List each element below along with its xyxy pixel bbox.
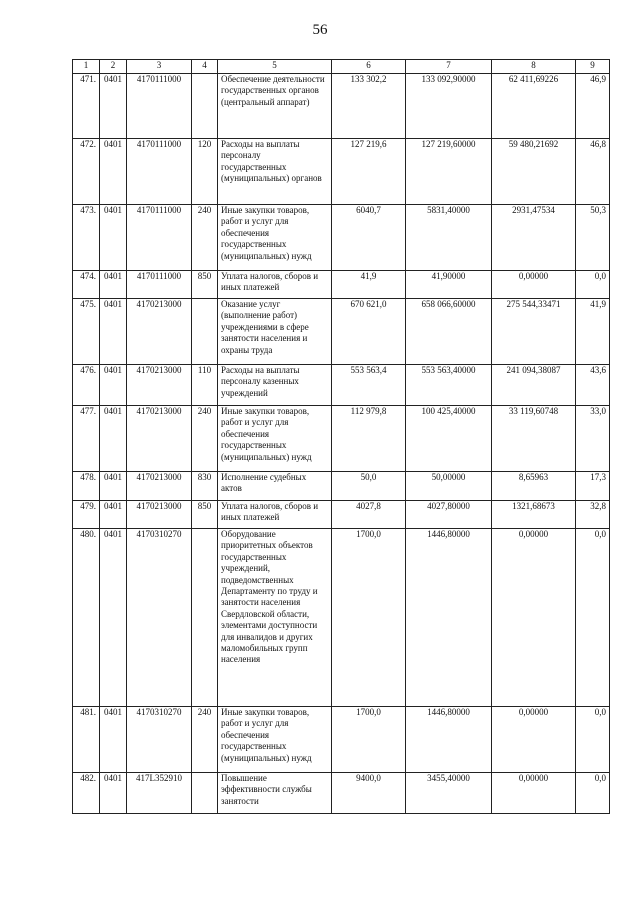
section-code: 0401 xyxy=(100,365,127,406)
execution-percent: 0,0 xyxy=(576,271,610,299)
target-article-code: 4170111000 xyxy=(127,139,192,205)
executed-amount: 2931,47534 xyxy=(492,205,576,271)
expense-name: Иные закупки товаров, работ и услуг для обеспечения государственных (муниципальных) нужд xyxy=(218,205,332,271)
plan-amount: 127 219,6 xyxy=(332,139,406,205)
table-row xyxy=(73,365,610,406)
plan-amount: 4027,8 xyxy=(332,501,406,529)
execution-percent: 41,9 xyxy=(576,299,610,365)
execution-percent: 46,8 xyxy=(576,139,610,205)
row-number: 480. xyxy=(73,529,100,707)
column-header: 3 xyxy=(127,60,192,74)
expense-type-code: 240 xyxy=(192,707,218,773)
row-number: 482. xyxy=(73,773,100,814)
expense-type-code: 830 xyxy=(192,472,218,501)
executed-amount: 59 480,21692 xyxy=(492,139,576,205)
approved-amount: 1446,80000 xyxy=(406,529,492,707)
section-code: 0401 xyxy=(100,773,127,814)
plan-amount: 133 302,2 xyxy=(332,74,406,139)
row-number: 478. xyxy=(73,472,100,501)
section-code: 0401 xyxy=(100,139,127,205)
table-body xyxy=(73,74,610,814)
expense-type-code: 240 xyxy=(192,205,218,271)
expense-name: Уплата налогов, сборов и иных платежей xyxy=(218,501,332,529)
expense-name: Иные закупки товаров, работ и услуг для обеспечения государственных (муниципальных) нужд xyxy=(218,707,332,773)
row-number: 477. xyxy=(73,406,100,472)
column-header: 2 xyxy=(100,60,127,74)
row-number: 479. xyxy=(73,501,100,529)
target-article-code: 4170111000 xyxy=(127,205,192,271)
expense-type-code xyxy=(192,74,218,139)
target-article-code: 4170310270 xyxy=(127,529,192,707)
plan-amount: 6040,7 xyxy=(332,205,406,271)
table-row xyxy=(73,299,610,365)
expense-type-code xyxy=(192,529,218,707)
row-number: 473. xyxy=(73,205,100,271)
approved-amount: 50,00000 xyxy=(406,472,492,501)
approved-amount: 5831,40000 xyxy=(406,205,492,271)
expense-name: Иные закупки товаров, работ и услуг для обеспечения государственных (муниципальных) нужд xyxy=(218,406,332,472)
approved-amount: 4027,80000 xyxy=(406,501,492,529)
header-row xyxy=(73,60,610,74)
expense-name: Исполнение судебных актов xyxy=(218,472,332,501)
column-header: 1 xyxy=(73,60,100,74)
approved-amount: 1446,80000 xyxy=(406,707,492,773)
execution-percent: 46,9 xyxy=(576,74,610,139)
execution-percent: 0,0 xyxy=(576,773,610,814)
expense-type-code: 240 xyxy=(192,406,218,472)
table-row xyxy=(73,773,610,814)
section-code: 0401 xyxy=(100,406,127,472)
row-number: 476. xyxy=(73,365,100,406)
expense-type-code: 850 xyxy=(192,271,218,299)
expense-type-code xyxy=(192,773,218,814)
table-row xyxy=(73,74,610,139)
target-article-code: 417L352910 xyxy=(127,773,192,814)
table-row xyxy=(73,501,610,529)
executed-amount: 0,00000 xyxy=(492,529,576,707)
section-code: 0401 xyxy=(100,205,127,271)
table-row xyxy=(73,271,610,299)
expense-name: Обеспечение деятельности государственных органов (центральный аппарат) xyxy=(218,74,332,139)
approved-amount: 658 066,60000 xyxy=(406,299,492,365)
execution-percent: 17,3 xyxy=(576,472,610,501)
plan-amount: 1700,0 xyxy=(332,707,406,773)
expense-type-code: 850 xyxy=(192,501,218,529)
row-number: 481. xyxy=(73,707,100,773)
target-article-code: 4170111000 xyxy=(127,74,192,139)
expense-name: Уплата налогов, сборов и иных платежей xyxy=(218,271,332,299)
approved-amount: 553 563,40000 xyxy=(406,365,492,406)
target-article-code: 4170213000 xyxy=(127,501,192,529)
row-number: 471. xyxy=(73,74,100,139)
executed-amount: 8,65963 xyxy=(492,472,576,501)
table-row xyxy=(73,205,610,271)
row-number: 474. xyxy=(73,271,100,299)
section-code: 0401 xyxy=(100,74,127,139)
execution-percent: 0,0 xyxy=(576,707,610,773)
expense-name: Оказание услуг (выполнение работ) учреждениями в сфере занятости населения и охраны труда xyxy=(218,299,332,365)
table-row xyxy=(73,406,610,472)
execution-percent: 50,3 xyxy=(576,205,610,271)
budget-table xyxy=(72,59,610,814)
approved-amount: 127 219,60000 xyxy=(406,139,492,205)
execution-percent: 32,8 xyxy=(576,501,610,529)
approved-amount: 3455,40000 xyxy=(406,773,492,814)
target-article-code: 4170213000 xyxy=(127,365,192,406)
approved-amount: 41,90000 xyxy=(406,271,492,299)
page-number: 56 xyxy=(312,22,328,38)
executed-amount: 0,00000 xyxy=(492,271,576,299)
plan-amount: 1700,0 xyxy=(332,529,406,707)
expense-type-code: 110 xyxy=(192,365,218,406)
execution-percent: 33,0 xyxy=(576,406,610,472)
executed-amount: 62 411,69226 xyxy=(492,74,576,139)
approved-amount: 100 425,40000 xyxy=(406,406,492,472)
table-row xyxy=(73,139,610,205)
plan-amount: 41,9 xyxy=(332,271,406,299)
plan-amount: 9400,0 xyxy=(332,773,406,814)
section-code: 0401 xyxy=(100,299,127,365)
row-number: 472. xyxy=(73,139,100,205)
column-header: 8 xyxy=(492,60,576,74)
table-header xyxy=(73,60,610,74)
table-row xyxy=(73,472,610,501)
target-article-code: 4170213000 xyxy=(127,472,192,501)
section-code: 0401 xyxy=(100,501,127,529)
plan-amount: 112 979,8 xyxy=(332,406,406,472)
execution-percent: 0,0 xyxy=(576,529,610,707)
executed-amount: 0,00000 xyxy=(492,707,576,773)
execution-percent: 43,6 xyxy=(576,365,610,406)
executed-amount: 1321,68673 xyxy=(492,501,576,529)
section-code: 0401 xyxy=(100,529,127,707)
target-article-code: 4170310270 xyxy=(127,707,192,773)
column-header: 4 xyxy=(192,60,218,74)
column-header: 7 xyxy=(406,60,492,74)
table-row xyxy=(73,529,610,707)
column-header: 9 xyxy=(576,60,610,74)
section-code: 0401 xyxy=(100,707,127,773)
section-code: 0401 xyxy=(100,472,127,501)
plan-amount: 670 621,0 xyxy=(332,299,406,365)
expense-name: Повышение эффективности службы занятости xyxy=(218,773,332,814)
expense-type-code xyxy=(192,299,218,365)
plan-amount: 50,0 xyxy=(332,472,406,501)
table-row xyxy=(73,707,610,773)
expense-name: Оборудование приоритетных объектов государственных учреждений, подведомственных Департаменту по труду и занятости населения Свердловской области, элементами доступности для инвалидов и других маломобильных групп населения xyxy=(218,529,332,707)
expense-name: Расходы на выплаты персоналу государственных (муниципальных) органов xyxy=(218,139,332,205)
approved-amount: 133 092,90000 xyxy=(406,74,492,139)
column-header: 6 xyxy=(332,60,406,74)
target-article-code: 4170111000 xyxy=(127,271,192,299)
target-article-code: 4170213000 xyxy=(127,406,192,472)
expense-name: Расходы на выплаты персоналу казенных учреждений xyxy=(218,365,332,406)
section-code: 0401 xyxy=(100,271,127,299)
plan-amount: 553 563,4 xyxy=(332,365,406,406)
target-article-code: 4170213000 xyxy=(127,299,192,365)
executed-amount: 275 544,33471 xyxy=(492,299,576,365)
expense-type-code: 120 xyxy=(192,139,218,205)
column-header: 5 xyxy=(218,60,332,74)
executed-amount: 241 094,38087 xyxy=(492,365,576,406)
executed-amount: 0,00000 xyxy=(492,773,576,814)
executed-amount: 33 119,60748 xyxy=(492,406,576,472)
row-number: 475. xyxy=(73,299,100,365)
